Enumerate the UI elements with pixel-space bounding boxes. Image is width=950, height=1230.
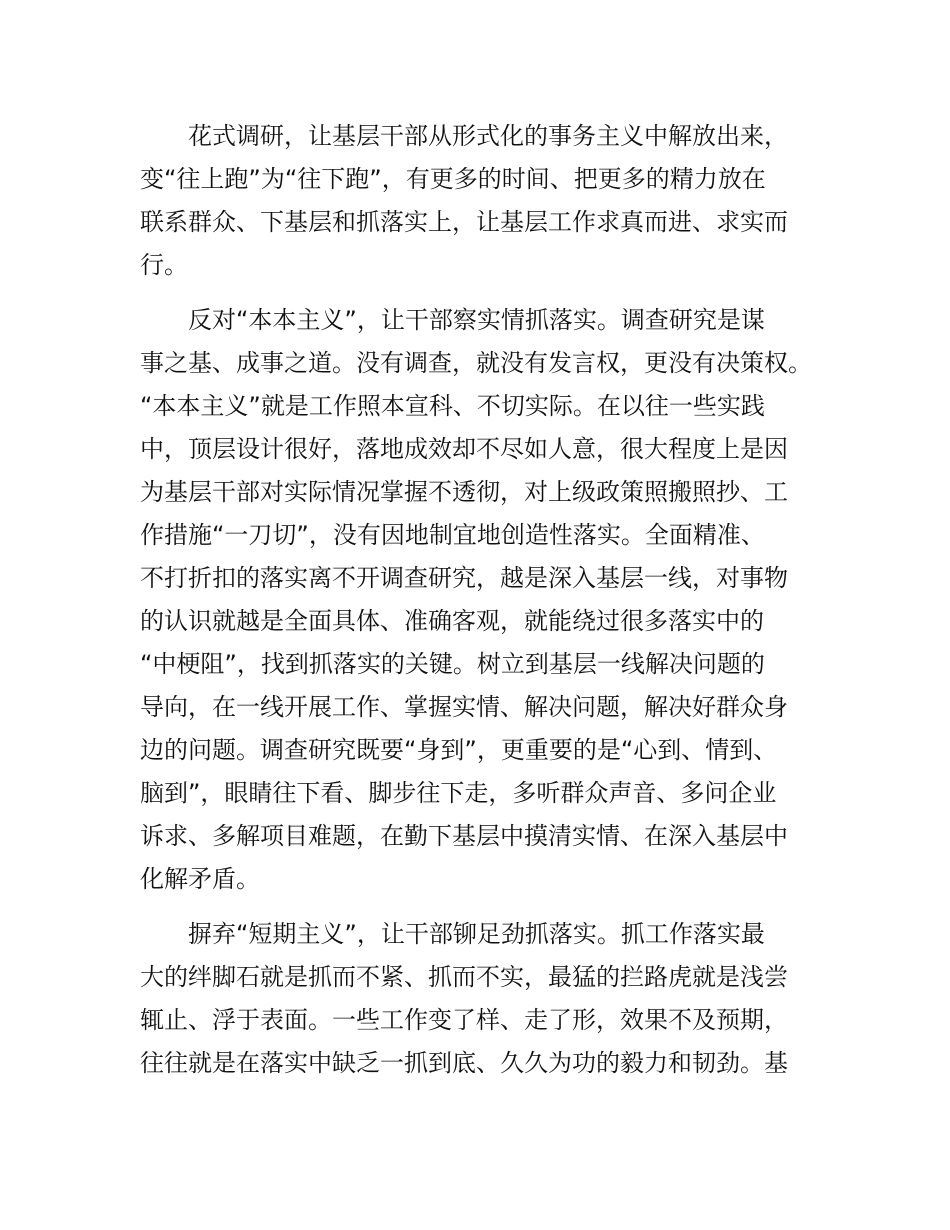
text-line: 辄止、浮于表面。一些工作变了样、走了形，效果不及预期， — [140, 1006, 788, 1034]
text-line: 诉求、多解项目难题，在勤下基层中摸清实情、在深入基层中 — [140, 822, 788, 850]
text-line: 不打折扣的落实离不开调查研究，越是深入基层一线，对事物 — [140, 564, 788, 592]
paragraph — [140, 913, 830, 1085]
text-line: 往往就是在落实中缺乏一抓到底、久久为功的毅力和韧劲。基 — [140, 1049, 788, 1077]
text-line: 变“往上跑”为“往下跑”，有更多的时间、把更多的精力放在 — [140, 165, 766, 193]
text-line: 化解矛盾。 — [140, 865, 260, 893]
text-line: 为基层干部对实际情况掌握不透彻，对上级政策照搬照抄、工 — [140, 478, 788, 506]
text-line: “本本主义”就是工作照本宣科、不切实际。在以往一些实践 — [140, 392, 765, 420]
text-line: 边的问题。调查研究既要“身到”，更重要的是“心到、情到、 — [140, 736, 778, 764]
text-line: 的认识就越是全面具体、准确客观，就能绕过很多落实中的 — [140, 607, 764, 635]
text-line: 花式调研，让基层干部从形式化的事务主义中解放出来， — [188, 122, 788, 150]
text-line: 导向，在一线开展工作、掌握实情、解决问题，解决好群众身 — [140, 693, 788, 721]
text-line: “中梗阻”，找到抓落实的关键。树立到基层一线解决问题的 — [140, 650, 765, 678]
text-line: 反对“本本主义”，让干部察实情抓落实。调查研究是谋 — [188, 306, 765, 334]
text-line: 大的绊脚石就是抓而不紧、抓而不实，最猛的拦路虎就是浅尝 — [140, 963, 788, 991]
text-line: 联系群众、下基层和抓落实上，让基层工作求真而进、求实而 — [140, 208, 788, 236]
text-line: 中，顶层设计很好，落地成效却不尽如人意，很大程度上是因 — [140, 435, 788, 463]
document-page — [140, 115, 830, 1097]
text-line: 摒弃“短期主义”，让干部铆足劲抓落实。抓工作落实最 — [188, 920, 765, 948]
text-line: 行。 — [140, 251, 188, 279]
paragraph — [140, 299, 830, 901]
paragraph — [140, 115, 830, 287]
text-line: 作措施“一刀切”，没有因地制宜地创造性落实。全面精准、 — [140, 521, 765, 549]
text-line: 脑到”，眼睛往下看、脚步往下走，多听群众声音、多问企业 — [140, 779, 777, 807]
text-line: 事之基、成事之道。没有调查，就没有发言权，更没有决策权。 — [140, 349, 812, 377]
